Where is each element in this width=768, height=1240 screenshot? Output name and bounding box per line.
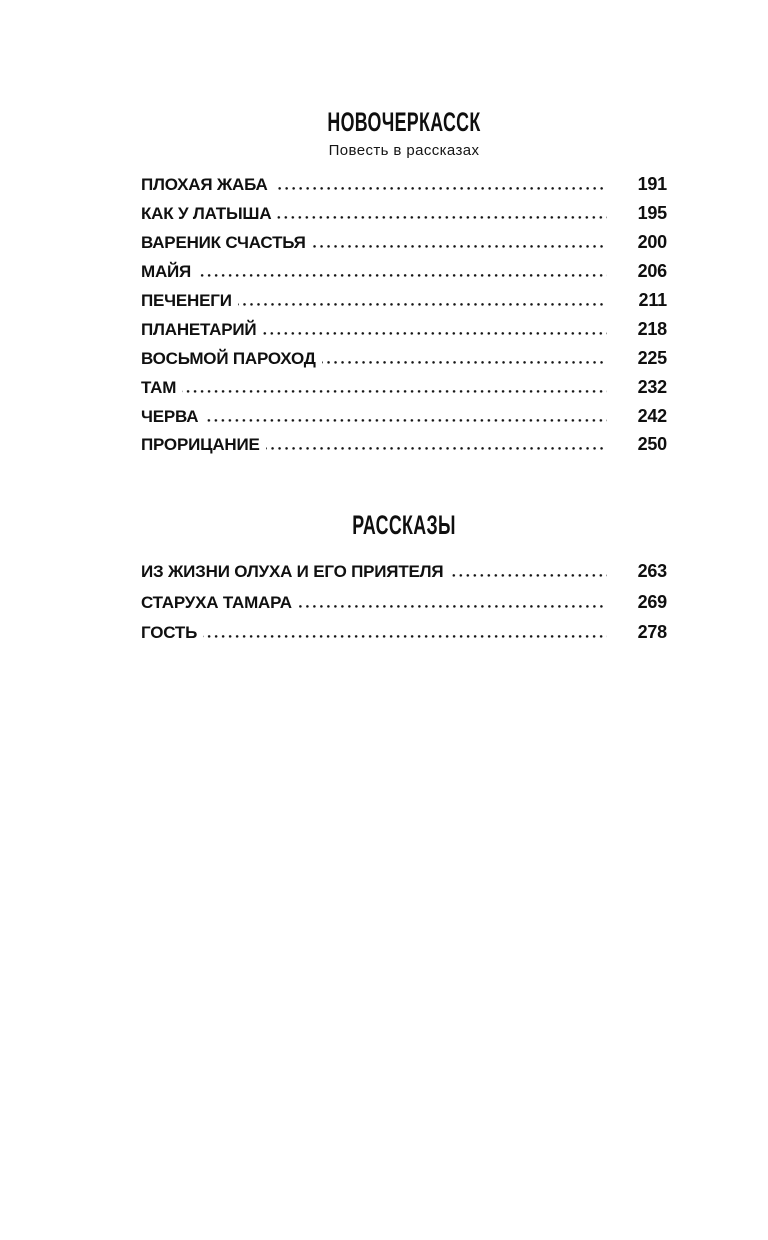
toc-entry-title: ГОСТЬ xyxy=(141,623,198,643)
toc-entry-page: 218 xyxy=(637,318,667,339)
dot-leader xyxy=(274,187,607,190)
toc-entry-page: 200 xyxy=(637,231,667,252)
toc-entry-title: МАЙЯ xyxy=(141,261,192,281)
toc-entry xyxy=(141,286,667,315)
toc-entry xyxy=(141,430,667,459)
toc-entry-title: ПЕЧЕНЕГИ xyxy=(141,290,232,310)
toc-entry-title: ПРОРИЦАНИЕ xyxy=(141,435,260,455)
toc-entry xyxy=(141,587,667,617)
toc-entry-title: ТАМ xyxy=(141,377,177,397)
section-title: НОВОЧЕРКАССК xyxy=(327,107,481,137)
section-rasskazy xyxy=(141,510,667,647)
toc-entry-page: 263 xyxy=(637,561,667,582)
toc-entry xyxy=(141,170,667,199)
toc-entry-title: КАК У ЛАТЫША xyxy=(141,203,272,223)
toc-entry xyxy=(141,199,667,228)
section-title: РАССКАЗЫ xyxy=(352,510,456,541)
dot-leader xyxy=(277,216,607,219)
toc-entry-title: ЧЕРВА xyxy=(141,406,199,426)
toc-entry xyxy=(141,344,667,373)
toc-entry xyxy=(141,228,667,257)
dot-leader xyxy=(197,274,607,277)
toc-entry-page: 211 xyxy=(638,289,667,310)
toc-entry-page: 242 xyxy=(637,405,667,426)
toc-entry-title: ИЗ ЖИЗНИ ОЛУХА И ЕГО ПРИЯТЕЛЯ xyxy=(141,562,444,582)
toc-entry-title: ПЛОХАЯ ЖАБА xyxy=(141,175,268,194)
section-novocherkassk xyxy=(141,107,667,459)
toc-list xyxy=(141,170,667,459)
toc-entry-title: СТАРУХА ТАМАРА xyxy=(141,592,292,612)
toc-entry-page: 191 xyxy=(637,174,667,194)
dot-leader xyxy=(312,245,607,248)
toc-entry-title: ВОСЬМОЙ ПАРОХОД xyxy=(141,348,316,368)
dot-leader xyxy=(203,635,607,638)
dot-leader xyxy=(262,332,607,335)
toc-entry-page: 250 xyxy=(637,434,667,455)
toc-entry-title: ВАРЕНИК СЧАСТЬЯ xyxy=(141,232,306,252)
dot-leader xyxy=(322,361,607,364)
toc-entry xyxy=(141,257,667,286)
toc-entry-page: 278 xyxy=(637,622,667,643)
dot-leader xyxy=(238,303,607,306)
toc-entry xyxy=(141,373,667,402)
toc-entry xyxy=(141,315,667,344)
dot-leader xyxy=(204,419,607,422)
dot-leader xyxy=(266,447,607,450)
toc-entry-page: 269 xyxy=(637,591,667,612)
toc-entry-title: ПЛАНЕТАРИЙ xyxy=(141,319,257,339)
dot-leader xyxy=(182,390,607,393)
toc-entry-page: 195 xyxy=(637,202,667,223)
toc-page-column xyxy=(141,107,667,648)
dot-leader xyxy=(449,574,607,577)
toc-entry-page: 206 xyxy=(637,260,667,281)
dot-leader xyxy=(298,605,607,608)
toc-entry-page: 225 xyxy=(637,347,667,368)
toc-list xyxy=(141,556,667,647)
toc-entry xyxy=(141,556,667,586)
section-subtitle: Повесть в рассказах xyxy=(328,142,480,159)
toc-entry xyxy=(141,617,667,647)
toc-entry-page: 232 xyxy=(637,376,667,397)
toc-entry xyxy=(141,402,667,431)
